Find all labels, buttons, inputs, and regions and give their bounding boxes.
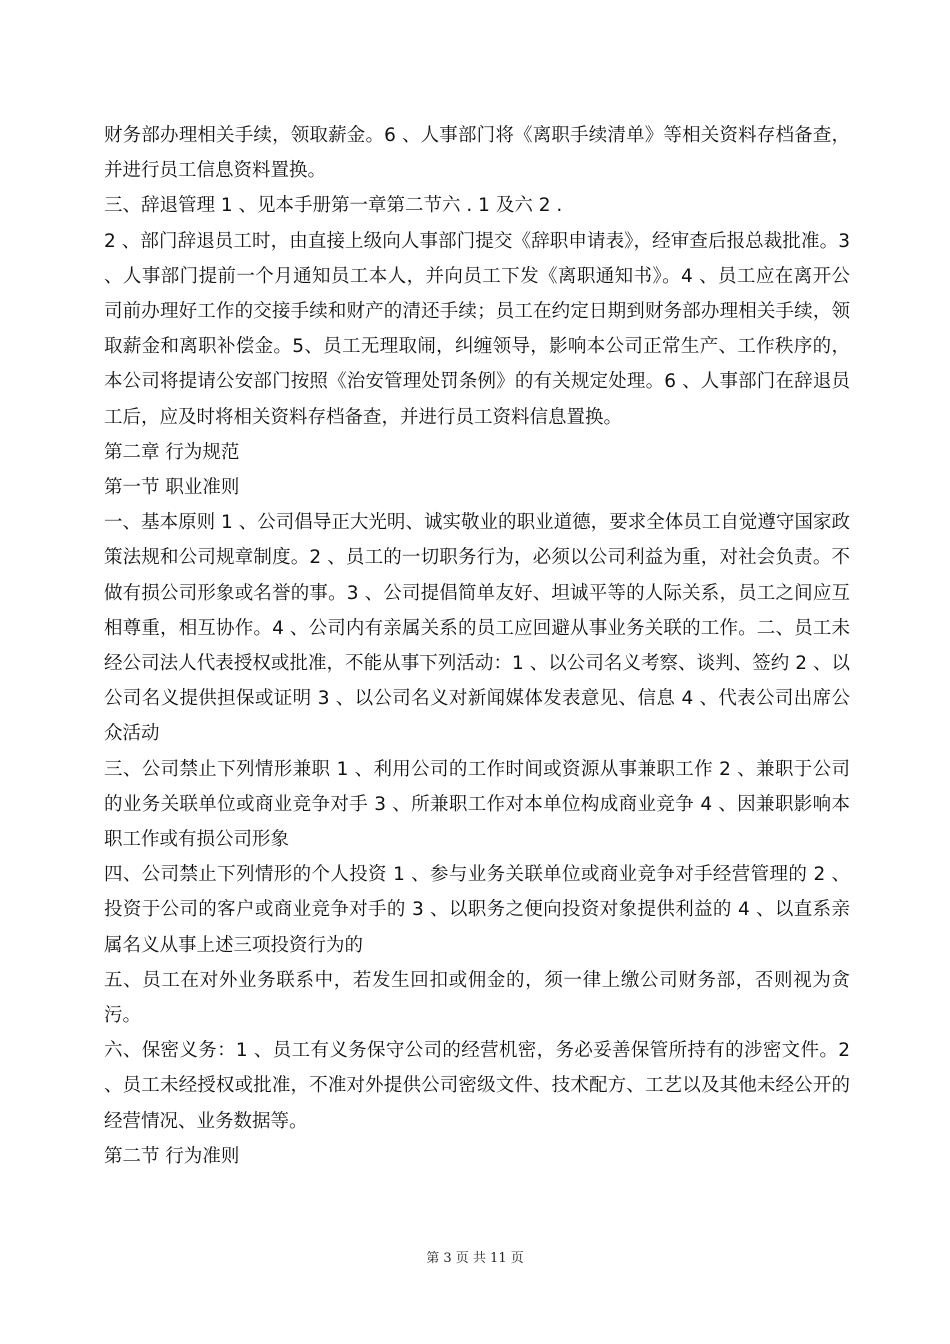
section-heading-2: 第二节 行为准则 [104,1145,240,1167]
chapter-heading: 第二章 行为规范 [104,441,240,463]
section-heading-1: 第一节 职业准则 [104,477,240,499]
paragraph-resignation-cont: 财务部办理相关手续，领取薪金。6 、人事部门将《离职手续清单》等相关资料存档备查，并进行员工信息资料置换。 [104,125,850,182]
paragraph-dismissal-procedure: 2 、部门辞退员工时，由直接上级向人事部门提交《辞职申请表》，经审查后报总裁批准。3 、人事部门提前一个月通知员工本人，并向员工下发《离职通知书》。4 、员工应在离开公司前办理好工作的交接手续和财产的清还手续；员工在约定日期到财务部办理相关手续，领取薪金和离职补偿金。5、员工无理取闹，纠缠领导，影响本公司正常生产、工作秩序的，本公司将提请公安部门按照《治安管理处罚条例》的有关规定处理。6 、人事部门在辞退员工后，应及时将相关资料存档备查，并进行员工资料信息置换。 [104,230,850,428]
page-number-footer: 第 3 页 共 11 页 [426,1251,524,1266]
paragraph-confidentiality: 六、保密义务：1 、员工有义务保守公司的经营机密，务必妥善保管所持有的涉密文件。2 、员工未经授权或批准，不准对外提供公司密级文件、技术配方、工艺以及其他未经公开的经营情况、业务数据等。 [104,1040,850,1132]
paragraph-investment: 四、公司禁止下列情形的个人投资 1 、参与业务关联单位或商业竞争对手经营管理的 2 、投资于公司的客户或商业竞争对手的 3 、以职务之便向投资对象提供利益的 4 、以直系亲属名义从事上述三项投资行为的 [104,864,850,956]
paragraph-dismissal-heading: 三、辞退管理 1 、见本手册第一章第二节六 . 1 及六 2 . [104,195,563,217]
paragraph-kickback: 五、员工在对外业务联系中，若发生回扣或佣金的，须一律上缴公司财务部，否则视为贪污。 [104,969,850,1027]
paragraph-part-time: 三、公司禁止下列情形兼职 1 、利用公司的工作时间或资源从事兼职工作 2 、兼职于公司的业务关联单位或商业竞争对手 3 、所兼职工作对本单位构成商业竞争 4 、因兼职影响本职工作或有损公司形象 [104,758,850,851]
document-body [104,118,850,1174]
paragraph-basic-principles: 一、基本原则 1 、公司倡导正大光明、诚实敬业的职业道德，要求全体员工自觉遵守国家政策法规和公司规章制度。2 、员工的一切职务行为，必须以公司利益为重，对社会负责。不做有损公司形象或名誉的事。3 、公司提倡简单友好、坦诚平等的人际关系，员工之间应互相尊重，相互协作。4 、公司内有亲属关系的员工应回避从事业务关联的工作。二、员工未经公司法人代表授权或批准，不能从事下列活动：1 、以公司名义考察、谈判、签约 2 、以公司名义提供担保或证明 3 、以公司名义对新闻媒体发表意见、信息 4 、代表公司出席公众活动 [104,512,850,745]
